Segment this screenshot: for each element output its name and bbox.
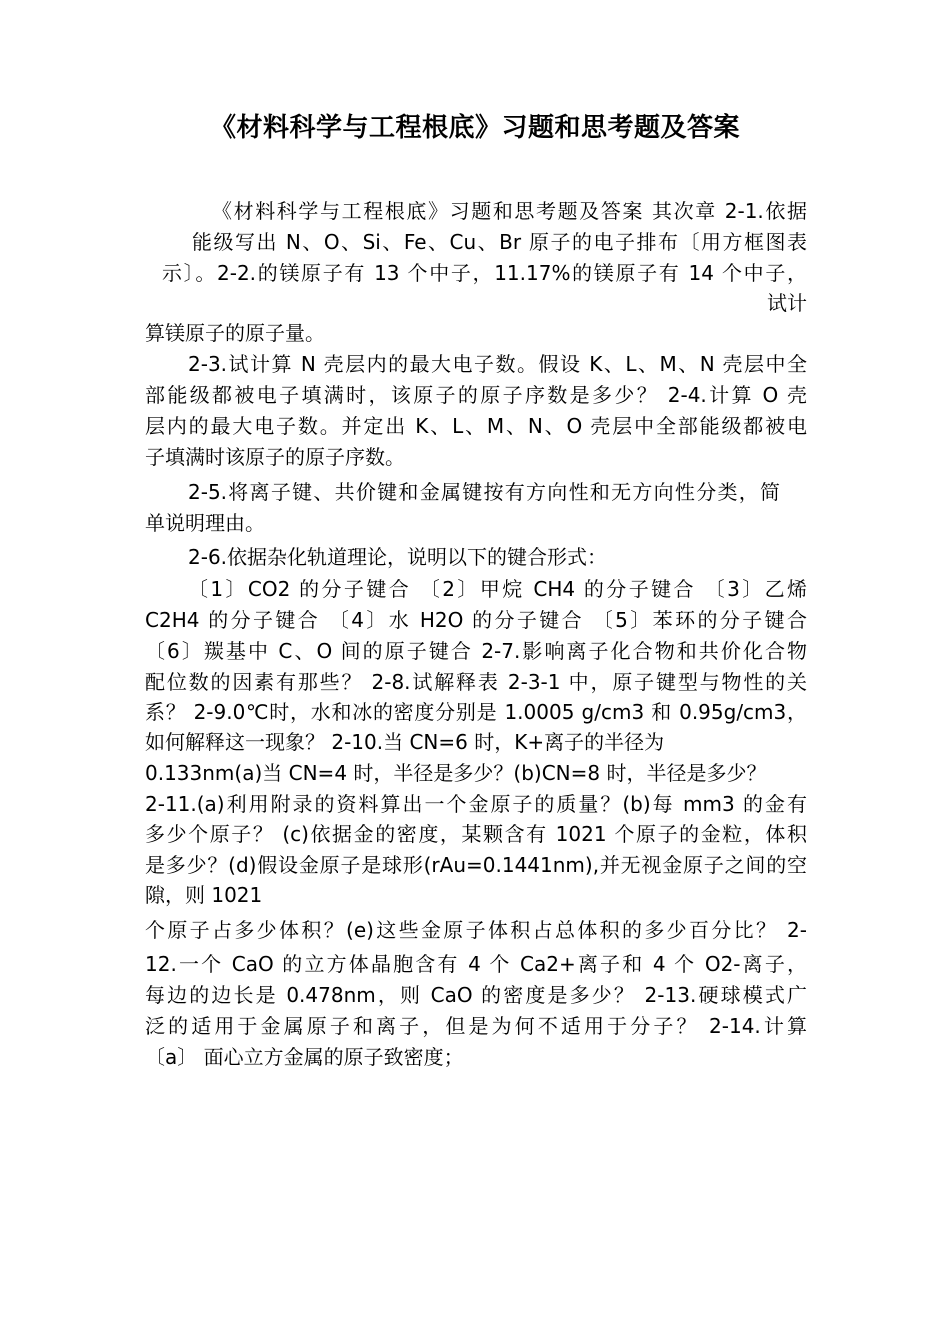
text-line: 如何解释这一现象？ 2-10.当 CN=6 时，K+离子的半径为 <box>145 730 665 754</box>
text-line: 隙，则 1021 <box>145 883 263 907</box>
text-line: 2-6.依据杂化轨道理论，说明以下的键合形式： <box>188 545 608 569</box>
text-line: 个原子占多少体积？(e)这些金原子体积占总体积的多少百分比？ 2- <box>145 918 807 942</box>
text-line: 〔6〕羰基中 C、O 间的原子键合 2-7.影响离子化合物和共价化合物 <box>145 639 807 663</box>
text-line: 泛的适用于金属原子和离子，但是为何不适用于分子？ 2-14.计算 <box>145 1014 807 1038</box>
text-line: 《材料科学与工程根底》习题和思考题及答案 其次章 2-1.依据 <box>212 199 807 223</box>
text-line: 〔1〕CO2 的分子键合 〔2〕甲烷 CH4 的分子键合 〔3〕乙烯 <box>188 577 807 601</box>
text-line: 12.一个 CaO 的立方体晶胞含有 4 个 Ca2+离子和 4 个 O2-离子， <box>145 952 807 976</box>
text-line: 试计 <box>767 291 807 315</box>
text-line: 子填满时该原子的原子序数。 <box>145 445 405 469</box>
text-line: 2-11.(a)利用附录的资料算出一个金原子的质量？(b)每 mm3 的金有 <box>145 792 807 816</box>
text-line: C2H4 的分子键合 〔4〕水 H2O 的分子键合 〔5〕苯环的分子键合 <box>145 608 807 632</box>
page-title: 《材料科学与工程根底》习题和思考题及答案 <box>209 113 740 143</box>
text-line: 〔a〕 面心立方金属的原子致密度； <box>145 1045 464 1069</box>
text-line: 部能级都被电子填满时，该原子的原子序数是多少？ 2-4.计算 O 壳 <box>145 383 807 407</box>
text-line: 多少个原子？ (c)依据金的密度，某颗含有 1021 个原子的金粒，体积 <box>145 822 807 846</box>
text-line: 每边的边长是 0.478nm，则 CaO 的密度是多少？ 2-13.硬球模式广 <box>145 983 807 1007</box>
text-line: 算镁原子的原子量。 <box>145 321 325 345</box>
text-line: 单说明理由。 <box>145 511 265 535</box>
text-line: 2-3.试计算 N 壳层内的最大电子数。假设 K、L、M、N 壳层中全 <box>188 352 807 376</box>
text-line: 0.133nm(a)当 CN=4 时，半径是多少？(b)CN=8 时，半径是多少？ <box>145 761 767 785</box>
text-line: 是多少？(d)假设金原子是球形(rAu=0.1441nm),并无视金原子之间的空 <box>145 853 807 877</box>
text-line: 示〕。2-2.的镁原子有 13 个中子，11.17%的镁原子有 14 个中子， <box>162 261 807 285</box>
text-line: 配位数的因素有那些？ 2-8.试解释表 2-3-1 中，原子键型与物性的关 <box>145 670 807 694</box>
text-line: 层内的最大电子数。并定出 K、L、M、N、O 壳层中全部能级都被电 <box>145 414 807 438</box>
text-line: 能级写出 N、O、Si、Fe、Cu、Br 原子的电子排布〔用方框图表 <box>192 230 807 254</box>
text-line: 2-5.将离子键、共价键和金属键按有方向性和无方向性分类，简 <box>188 480 780 504</box>
text-line: 系？ 2-9.0℃时，水和冰的密度分别是 1.0005 g/cm3 和 0.95g/cm3， <box>145 700 807 724</box>
